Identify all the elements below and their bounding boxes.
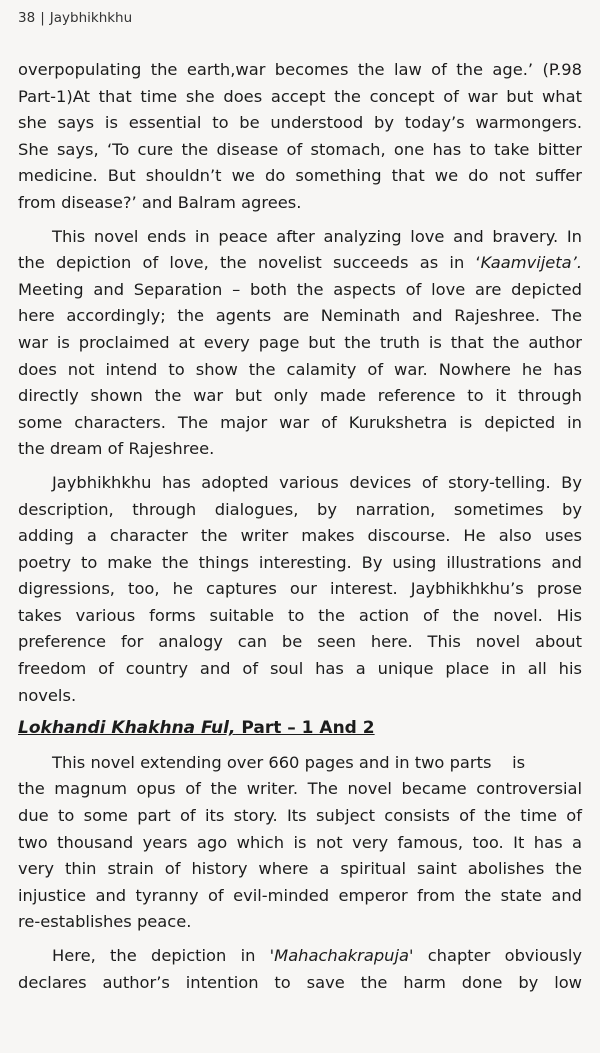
header-separator: | — [40, 10, 45, 26]
italic-chapter-title: 'Mahachakrapuja' — [269, 946, 414, 965]
paragraph-line: injustice and tyranny of evil-minded emperor from the state and — [18, 885, 582, 905]
paragraph-line: war is proclaimed at every page but the truth is that the author — [18, 332, 582, 352]
paragraph-line: due to some part of its story. Its subject consists of the time of — [18, 806, 582, 826]
paragraph-line: digressions, too, he captures our interest. Jaybhikhkhu’s prose — [18, 579, 582, 599]
paragraph-line: directly shown the war but only made reference to it through — [18, 386, 582, 406]
paragraph-line: This novel extending over 660 pages and in two parts is — [52, 752, 526, 772]
paragraph-line: preference for analogy can be seen here. This novel about — [18, 632, 582, 652]
italic-title: Kaamvijeta’. — [480, 253, 582, 273]
paragraph-line: overpopulating the earth,war becomes the law of the age.’ (P.98 — [18, 60, 582, 79]
paragraph-line: medicine. But shouldn’t we do something that we do not suffer — [18, 166, 582, 186]
paragraph-line: freedom of country and of soul has a unique place in all his — [18, 659, 582, 679]
paragraph-5 — [18, 943, 582, 996]
paragraph-2 — [18, 224, 582, 463]
paragraph-3 — [18, 470, 582, 709]
running-header — [18, 10, 132, 26]
section-heading-italic: Lokhandi Khakhna Ful, — [18, 718, 236, 739]
paragraph-line: two thousand years ago which is not very famous, too. It has a — [18, 832, 582, 852]
paragraph-line: Part-1)At that time she does accept the concept of war but what — [18, 86, 582, 106]
paragraph-line: the dream of Rajeshree. — [18, 439, 215, 459]
section-heading-rest: Part – 1 And 2 — [235, 718, 375, 739]
paragraph-line: adding a character the writer makes discourse. He also uses — [18, 526, 582, 546]
paragraph-line: some characters. The major war of Kurukshetra is depicted in — [18, 412, 582, 432]
paragraph-line: takes various forms suitable to the action of the novel. His — [18, 605, 582, 625]
paragraph-line: description, through dialogues, by narration, sometimes by — [18, 499, 582, 519]
paragraph-line: poetry to make the things interesting. By using illustrations and — [18, 552, 582, 572]
paragraph-line — [18, 250, 582, 277]
paragraph-line: She says, ‘To cure the disease of stomach, one has to take bitter — [18, 139, 582, 159]
paragraph-line: re-establishes peace. — [18, 912, 192, 932]
paragraph-line: very thin strain of history where a spiritual saint abolishes the — [18, 859, 582, 879]
running-title: Jaybhikhkhu — [49, 10, 133, 26]
paragraph-1 — [18, 57, 582, 217]
body-text — [18, 57, 582, 996]
paragraph-4 — [18, 750, 582, 936]
paragraph-line: This novel ends in peace after analyzing love and bravery. In — [52, 226, 582, 246]
paragraph-line: she says is essential to be understood by today’s warmongers. — [18, 113, 582, 133]
line-text: chapter obviously — [413, 946, 582, 965]
paragraph-line: from disease?’ and Balram agrees. — [18, 192, 302, 212]
paragraph-line: here accordingly; the agents are Neminath and Rajeshree. The — [18, 306, 582, 326]
paragraph-line: Meeting and Separation – both the aspects of love are depicted — [18, 279, 582, 299]
line-text: the depiction of love, the novelist succeeds as in ‘ — [18, 253, 481, 273]
paragraph-line: does not intend to show the calamity of war. Nowhere he has — [18, 359, 582, 379]
paragraph-line: novels. — [18, 685, 77, 705]
page-number: 38 — [18, 10, 36, 26]
line-text: Here, the depiction in — [52, 946, 270, 965]
section-heading — [18, 715, 582, 742]
paragraph-line: declares author’s intention to save the harm done by low — [18, 972, 582, 992]
paragraph-line — [18, 943, 582, 970]
paragraph-line: Jaybhikhkhu has adopted various devices of story-telling. By — [52, 472, 582, 492]
paragraph-line: the magnum opus of the writer. The novel became controversial — [18, 779, 582, 799]
